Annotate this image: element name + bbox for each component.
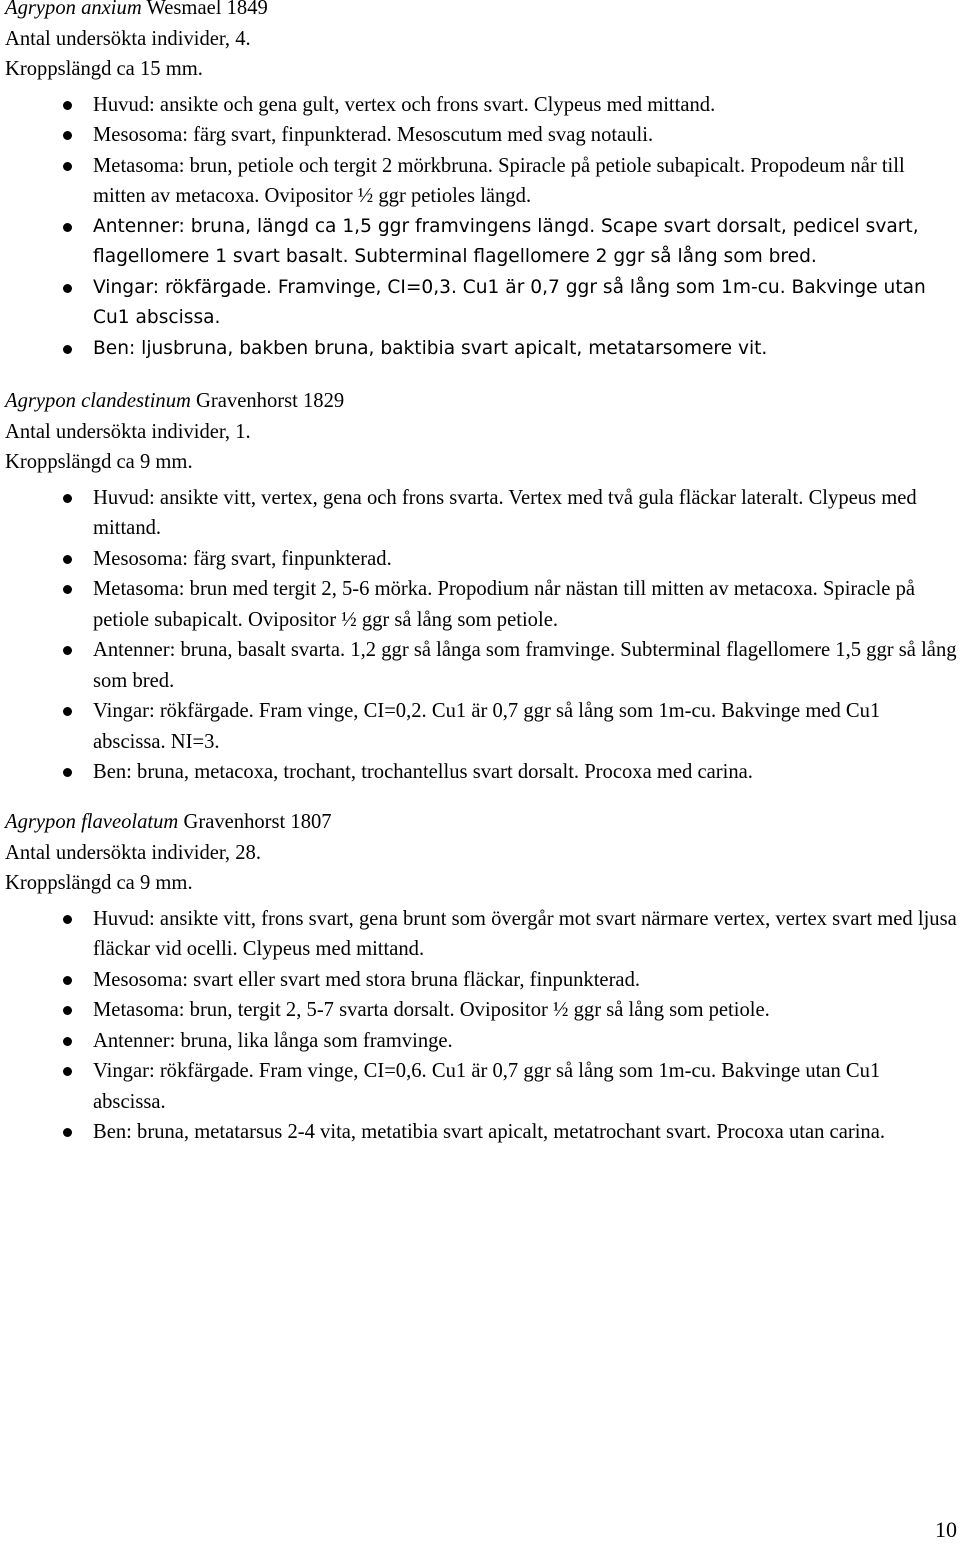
bullet-icon <box>63 707 72 716</box>
trait-text: Vingar: rökfärgade. Fram vinge, CI=0,6. Cu1 är 0,7 ggr så lång som 1m-cu. Bakvinge utan Cu1 abscissa. <box>93 1060 881 1113</box>
page-number: 10 <box>935 1517 957 1542</box>
species-entry-agrypon-flaveolatum <box>5 807 957 1148</box>
trait-text: Antenner: bruna, längd ca 1,5 ggr framvingens längd. Scape svart dorsalt, pedicel svart, flagellomere 1 svart basalt. Subterminal flagellomere 2 ggr så lång som bred. <box>93 215 919 267</box>
trait-item <box>5 965 957 996</box>
specimen-count: Antal undersökta individer, 28. <box>5 841 261 864</box>
trait-item <box>5 483 957 544</box>
species-title <box>5 386 957 417</box>
trait-text: Ben: bruna, metatarsus 2-4 vita, metatibia svart apicalt, metatrochant svart. Procoxa utan carina. <box>93 1121 886 1143</box>
trait-item <box>5 904 957 965</box>
species-header <box>5 0 957 85</box>
bullet-icon <box>63 1128 72 1137</box>
trait-item <box>5 120 957 151</box>
specimen-count: Antal undersökta individer, 1. <box>5 420 251 443</box>
species-name: Agrypon clandestinum <box>5 390 191 412</box>
species-author: Gravenhorst 1807 <box>183 811 332 833</box>
trait-text: Huvud: ansikte vitt, frons svart, gena brunt som övergår mot svart närmare vertex, vertex svart med ljusa fläckar vid ocelli. Clypeus med mittand. <box>93 907 957 960</box>
trait-text: Metasoma: brun med tergit 2, 5-6 mörka. Propodium når nästan till mitten av metacoxa. Spiracle på petiole subapicalt. Ovipositor ½ ggr så lång som petiole. <box>93 578 916 631</box>
bullet-icon <box>63 162 72 171</box>
trait-item <box>5 544 957 575</box>
trait-item <box>5 995 957 1026</box>
body-length: Kroppslängd ca 9 mm. <box>5 872 193 894</box>
trait-text: Vingar: rökfärgade. Fram vinge, CI=0,2. Cu1 är 0,7 ggr så lång som 1m-cu. Bakvinge med Cu1 abscissa. NI=3. <box>93 700 881 753</box>
body-length: Kroppslängd ca 9 mm. <box>5 451 193 473</box>
species-header <box>5 386 957 478</box>
bullet-icon <box>63 1006 72 1015</box>
bullet-icon <box>63 646 72 655</box>
trait-item <box>5 151 957 212</box>
trait-item <box>5 90 957 121</box>
trait-item <box>5 334 957 365</box>
species-title <box>5 807 957 838</box>
trait-item <box>5 574 957 635</box>
bullet-icon <box>63 131 72 140</box>
trait-text: Huvud: ansikte och gena gult, vertex och frons svart. Clypeus med mittand. <box>93 93 716 116</box>
bullet-icon <box>63 976 72 985</box>
body-length: Kroppslängd ca 15 mm. <box>5 58 203 80</box>
trait-text: Vingar: rökfärgade. Framvinge, CI=0,3. Cu1 är 0,7 ggr så lång som 1m-cu. Bakvinge utan Cu1 abscissa. <box>93 276 926 328</box>
bullet-icon <box>63 768 72 777</box>
trait-text: Mesosoma: färg svart, finpunkterad. <box>93 547 392 570</box>
trait-text: Mesosoma: färg svart, finpunkterad. Mesoscutum med svag notauli. <box>93 124 654 146</box>
trait-item <box>5 1056 957 1117</box>
bullet-icon <box>63 585 72 594</box>
species-name: Agrypon anxium <box>5 0 142 19</box>
trait-list <box>5 483 957 788</box>
trait-item <box>5 635 957 696</box>
bullet-icon <box>63 101 72 110</box>
species-entry-agrypon-clandestinum <box>5 386 957 788</box>
bullet-icon <box>63 1067 72 1076</box>
trait-text: Ben: ljusbruna, bakben bruna, baktibia svart apicalt, metatarsomere vit. <box>93 337 768 359</box>
bullet-icon <box>63 1037 72 1046</box>
species-author: Wesmael 1849 <box>146 0 268 19</box>
trait-text: Antenner: bruna, basalt svarta. 1,2 ggr så långa som framvinge. Subterminal flagellomere 1,5 ggr så lång som bred. <box>93 639 957 692</box>
bullet-icon <box>63 494 72 503</box>
trait-item <box>5 273 957 334</box>
species-author: Gravenhorst 1829 <box>196 390 345 412</box>
bullet-icon <box>63 555 72 564</box>
trait-item <box>5 1117 957 1148</box>
trait-list <box>5 904 957 1148</box>
bullet-icon <box>63 345 72 354</box>
trait-text: Mesosoma: svart eller svart med stora bruna fläckar, finpunkterad. <box>93 968 641 991</box>
bullet-icon <box>63 284 72 293</box>
species-name: Agrypon flaveolatum <box>5 811 179 833</box>
trait-text: Metasoma: brun, tergit 2, 5-7 svarta dorsalt. Ovipositor ½ ggr så lång som petiole. <box>93 999 770 1021</box>
trait-text: Metasoma: brun, petiole och tergit 2 mörkbruna. Spiracle på petiole subapicalt. Propodeum når till mitten av metacoxa. Ovipositor ½ ggr petioles längd. <box>93 154 905 207</box>
trait-item <box>5 757 957 788</box>
trait-list <box>5 90 957 365</box>
specimen-count: Antal undersökta individer, 4. <box>5 27 251 50</box>
bullet-icon <box>63 915 72 924</box>
trait-text: Huvud: ansikte vitt, vertex, gena och frons svarta. Vertex med två gula fläckar lateralt. Clypeus med mittand. <box>93 486 917 539</box>
trait-text: Ben: bruna, metacoxa, trochant, trochantellus svart dorsalt. Procoxa med carina. <box>93 761 753 783</box>
species-title <box>5 0 957 24</box>
bullet-icon <box>63 223 72 232</box>
species-header <box>5 807 957 899</box>
trait-item <box>5 1026 957 1057</box>
trait-item <box>5 696 957 757</box>
species-entry-agrypon-anxium <box>5 0 957 364</box>
trait-text: Antenner: bruna, lika långa som framvinge. <box>93 1029 453 1052</box>
trait-item <box>5 212 957 273</box>
